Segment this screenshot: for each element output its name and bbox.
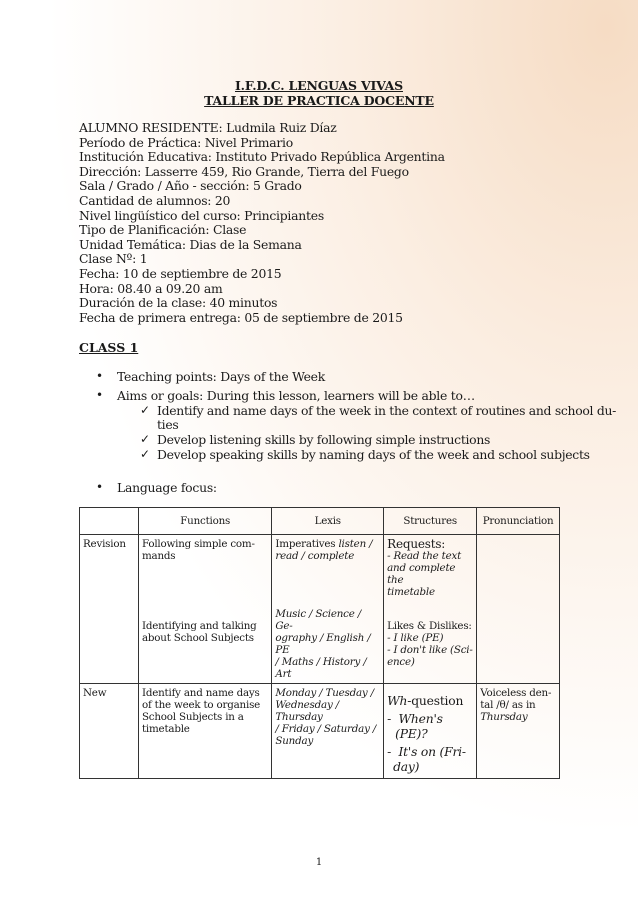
- language-focus: Language focus:: [117, 480, 217, 495]
- check-icon: ✓: [140, 447, 151, 461]
- text-line: timetable: [387, 586, 435, 598]
- aim-item: Develop listening skills by following simple instructions: [157, 432, 491, 447]
- text-line: - Read the text: [387, 550, 462, 562]
- aim-item-continued: ties: [157, 417, 179, 432]
- text-line: about School Subjects: [141, 632, 254, 644]
- header-structures: Structures: [384, 508, 477, 535]
- info-level: Nivel lingüístico del curso: Principiantes: [79, 207, 324, 223]
- info-student: ALUMNO RESIDENTE: Ludmila Ruiz Díaz: [79, 120, 337, 135]
- text-line: [275, 538, 380, 550]
- text-line: Voiceless den-: [480, 687, 552, 699]
- revision-lexis: [272, 535, 384, 684]
- text-line: ography / English / PE: [275, 632, 371, 656]
- header-pronunciation: Pronunciation: [477, 508, 560, 535]
- spacer: [142, 562, 268, 620]
- text-line: Music / Science / Ge-: [275, 608, 361, 632]
- text-line: of the week to organise: [141, 699, 261, 711]
- text-fragment: -question: [407, 694, 464, 708]
- info-unit: Unidad Temática: Dias de la Semana: [79, 236, 302, 252]
- text-line: ence): [387, 656, 415, 668]
- info-class-number: Clase Nº: 1: [79, 251, 148, 267]
- row-label-revision: Revision: [80, 535, 139, 684]
- info-plan-type: Tipo de Planificación: Clase: [79, 222, 247, 238]
- new-lexis: [272, 684, 384, 779]
- table-header-row: [80, 508, 560, 535]
- bullet-icon: •: [96, 480, 104, 494]
- text-line: Thursday: [480, 711, 528, 723]
- info-student-count: Cantidad de alumnos: 20: [79, 192, 231, 208]
- workshop-title: TALLER DE PRACTICA DOCENTE: [204, 93, 434, 108]
- text-line: Identifying and talking: [141, 620, 257, 632]
- text-line: tal /θ/ as in: [480, 699, 536, 711]
- aim-item: Develop speaking skills by naming days of the week and school subjects: [157, 447, 590, 462]
- text-line: School Subjects in a: [141, 711, 244, 723]
- spacer: [387, 598, 473, 620]
- text-line: Monday / Tuesday /: [275, 687, 374, 699]
- text-line: Following simple com-: [141, 538, 255, 550]
- header-lexis: Lexis: [272, 508, 384, 535]
- info-period: Período de Práctica: Nivel Primario: [79, 134, 293, 150]
- new-structures: [384, 684, 477, 779]
- teaching-points: Teaching points: Days of the Week: [117, 369, 326, 384]
- text-line: and complete the: [387, 562, 456, 586]
- revision-pronunciation: [477, 535, 560, 684]
- check-icon: ✓: [140, 432, 151, 446]
- page-number: 1: [315, 857, 323, 868]
- table-row-new: [80, 684, 560, 779]
- new-pronunciation: [477, 684, 560, 779]
- text-fragment: It's on (Fri-: [398, 745, 466, 759]
- revision-structures: [384, 535, 477, 684]
- text-line: - I don't like (Sci-: [387, 644, 473, 656]
- text-fragment: Imperatives: [275, 538, 339, 550]
- header-cell-empty: [80, 508, 139, 535]
- text-line: - I like (PE): [387, 632, 444, 644]
- language-focus-table: [79, 507, 560, 779]
- header-functions: Functions: [138, 508, 271, 535]
- info-date: Fecha: 10 de septiembre de 2015: [79, 265, 282, 281]
- text-fragment: listen /: [338, 538, 373, 550]
- text-line: day): [393, 760, 420, 774]
- text-fragment: Wh: [387, 694, 408, 708]
- new-functions: [138, 684, 271, 779]
- text-line: [387, 694, 473, 709]
- text-line: - It's on (Fri-: [387, 745, 466, 759]
- info-time: Hora: 08.40 a 09.20 am: [79, 280, 223, 296]
- spacer: [275, 562, 380, 608]
- table-row-revision: [80, 535, 560, 684]
- text-line: read / complete: [275, 550, 355, 562]
- text-line: Wednesday / Thursday: [275, 699, 339, 723]
- bullet-icon: •: [96, 388, 104, 402]
- text-line: mands: [141, 550, 176, 562]
- text-line: / Maths / History / Art: [275, 656, 367, 680]
- info-institution: Institución Educativa: Instituto Privado República Argentina: [79, 149, 445, 165]
- info-duration: Duración de la clase: 40 minutos: [79, 295, 278, 311]
- text-line: / Friday / Saturday /: [275, 723, 377, 735]
- text-line: - When's (PE)?: [387, 712, 443, 741]
- class-heading: CLASS 1: [79, 340, 139, 355]
- info-grade: Sala / Grado / Año - sección: 5 Grado: [79, 178, 302, 194]
- aim-item: Identify and name days of the week in the context of routines and school du-: [157, 403, 617, 418]
- text-line: Likes & Dislikes:: [387, 620, 472, 632]
- text-line: timetable: [141, 723, 190, 735]
- aims: Aims or goals: During this lesson, learners will be able to…: [117, 388, 475, 403]
- info-address: Dirección: Lasserre 459, Rio Grande, Tierra del Fuego: [79, 163, 409, 179]
- revision-functions: [138, 535, 271, 684]
- text-fragment: When's (PE)?: [395, 712, 443, 741]
- info-delivery-date: Fecha de primera entrega: 05 de septiembre de 2015: [79, 309, 403, 325]
- check-icon: ✓: [140, 403, 151, 417]
- text-line: Identify and name days: [141, 687, 260, 699]
- lesson-info: [79, 121, 445, 325]
- institution-title: I.F.D.C. LENGUAS VIVAS: [235, 78, 403, 93]
- text-line: Sunday: [275, 735, 314, 747]
- text-line: Requests:: [387, 537, 446, 551]
- bullet-icon: •: [96, 369, 104, 383]
- row-label-new: New: [80, 684, 139, 779]
